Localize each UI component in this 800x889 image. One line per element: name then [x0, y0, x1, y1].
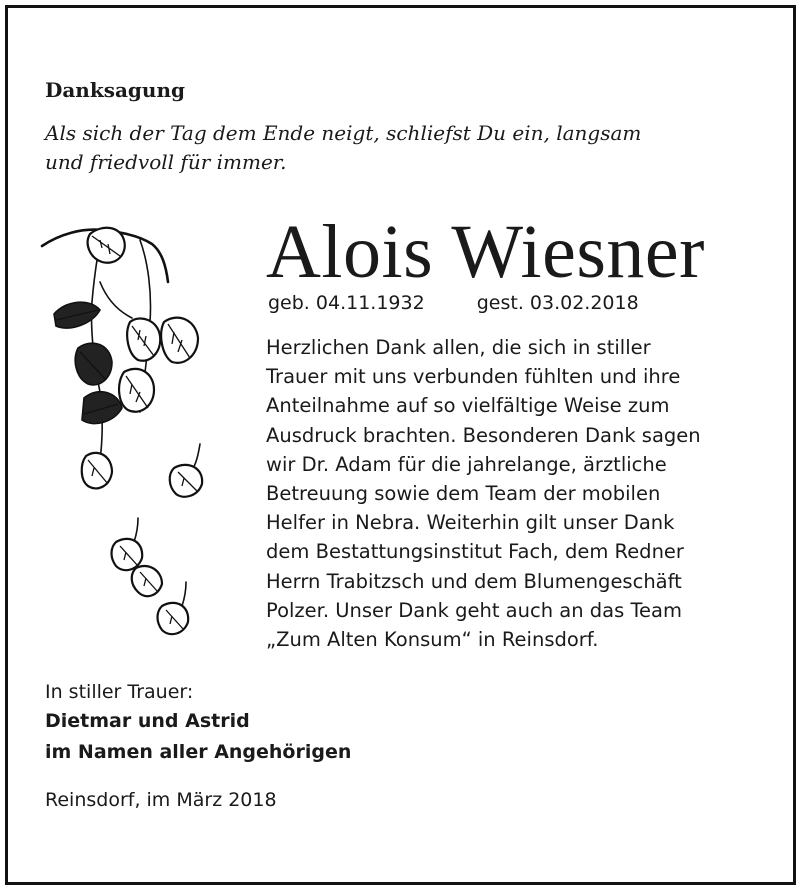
birch-branch-leaves-icon	[40, 222, 262, 648]
leaf	[158, 582, 189, 634]
leaf	[119, 369, 154, 412]
death-date: gest. 03.02.2018	[476, 292, 639, 314]
leaf	[127, 318, 160, 360]
message-line: Herrn Trabitzsch und dem Blumengeschäft	[266, 569, 682, 593]
signature-names	[45, 706, 351, 768]
signature-intro: In stiller Trauer:	[45, 681, 194, 703]
signature-line: Dietmar und Astrid	[45, 710, 250, 732]
birth-date: geb. 04.11.1932	[268, 292, 425, 314]
message-line: Helfer in Nebra. Weiterhin gilt unser Dank	[266, 511, 675, 535]
place-and-date: Reinsdorf, im März 2018	[45, 789, 277, 811]
message-line: Trauer mit uns verbunden fühlten und ihre	[266, 365, 681, 389]
message-line: Ausdruck brachten. Besonderen Dank sagen	[266, 423, 701, 447]
leaf	[112, 518, 143, 570]
leaf	[88, 228, 125, 263]
deceased-name: Alois Wiesner	[266, 210, 705, 294]
notice-heading: Danksagung	[45, 78, 185, 102]
signature-line: im Namen aller Angehörigen	[45, 741, 352, 763]
leaf	[161, 318, 198, 363]
message-line: Polzer. Unser Dank geht auch an das Team	[266, 598, 682, 622]
message-line: „Zum Alten Konsum“ in Reinsdorf.	[266, 628, 599, 652]
motto-line: und friedvoll für immer.	[45, 150, 287, 174]
motto-quote	[45, 119, 765, 177]
motto-line: Als sich der Tag dem Ende neigt, schliefst Du ein, langsam	[45, 121, 642, 145]
leaf	[132, 566, 162, 596]
leaf	[170, 444, 202, 497]
leaf	[82, 392, 122, 424]
leaf	[75, 343, 112, 385]
message-line: dem Bestattungsinstitut Fach, dem Redner	[266, 540, 684, 564]
leaf	[54, 302, 100, 328]
leaf	[82, 453, 112, 488]
message-line: Herzlichen Dank allen, die sich in stiller	[266, 336, 651, 359]
thanks-message	[266, 333, 786, 654]
message-line: wir Dr. Adam für die jahrelange, ärztliche	[266, 452, 667, 476]
life-dates	[268, 290, 639, 316]
message-line: Anteilnahme auf so vielfältige Weise zum	[266, 394, 670, 418]
message-line: Betreuung sowie dem Team der mobilen	[266, 482, 661, 506]
